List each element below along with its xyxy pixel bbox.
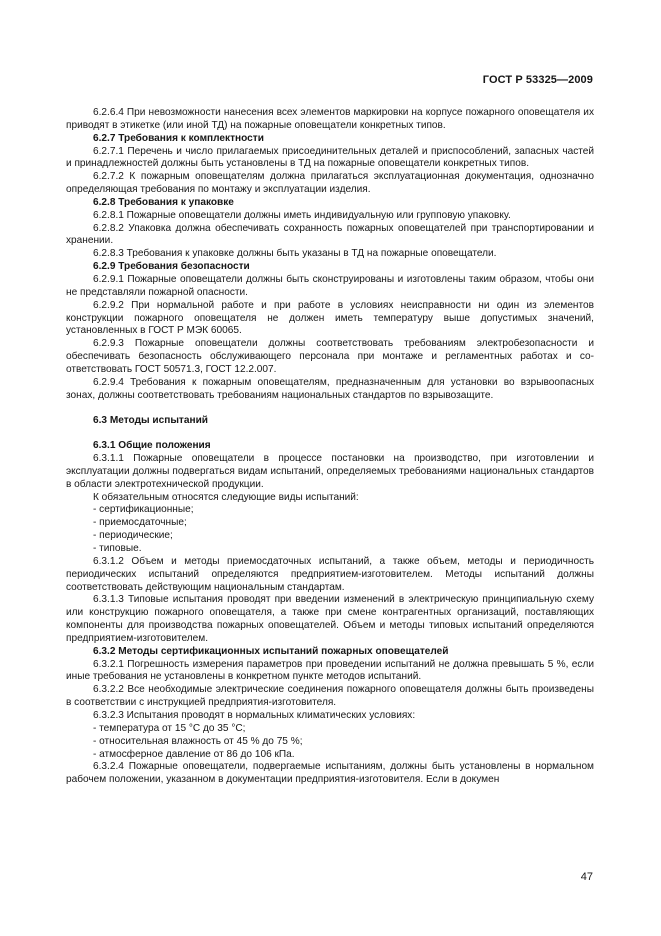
paragraph-6-2-8-3: 6.2.8.3 Требования к упаковке должны быть указаны в ТД на пожарные оповещатели. (93, 248, 497, 260)
heading-6-3-2: 6.3.2 Методы сертификационных испытаний пожарных оповещателей (93, 645, 449, 657)
paragraph-6-2-9-3: 6.2.9.3 Пожарные оповещатели должны соответствовать требованиям электробезопасности и обеспечивать безопасность обслуживающего персонала при монтаже и регламентных работах и соответствовать ГОСТ 50571.3, ГОСТ 12.2.007. (66, 338, 594, 375)
paragraph-6-2-9-2: 6.2.9.2 При нормальной работе и при работе в условиях неисправности ни один из элементов конструкции пожарного оповещателя не должен иметь температуру выше допустимых значений, установленных в ГОСТ Р МЭК 60065. (66, 299, 594, 337)
heading-6-3: 6.3 Методы испытаний (93, 414, 208, 426)
paragraph-6-2-7-2: 6.2.7.2 К пожарным оповещателям должна прилагаться эксплуатационная документация, однозначно определяющая требования по монтажу и эксплуатации изделия. (66, 171, 594, 196)
heading-6-2-8: 6.2.8 Требования к упаковке (93, 196, 234, 208)
page-number: 47 (580, 871, 593, 883)
heading-6-2-7: 6.2.7 Требования к комплектности (93, 132, 264, 144)
paragraph-6-3-1-1: 6.3.1.1 Пожарные оповещатели в процессе постановки на производство, при изготовлении и эксплуатации должны подвергаться видам испытаний, определяемых требованиями национальных стандартов в области электротехнической продукции. (66, 453, 594, 490)
section-gap (66, 428, 594, 441)
paragraph-6-2-8-2: 6.2.8.2 Упаковка должна обеспечивать сохранность пожарных оповещателей при транспортировании и хранении. (66, 222, 594, 247)
paragraph-6-3-2-4: 6.3.2.4 Пожарные оповещатели, подвергаемые испытаниям, должны быть установлены в нормальном рабочем положении, указанном в документации предприятия-изготовителя. Если в докумен (66, 761, 594, 786)
paragraph-6-3-1-2: 6.3.1.2 Объем и методы приемосдаточных испытаний, а также объем, методы и периодичность периодических испытаний определяются предприятием-изготовителем. Методы испытаний должны соответствовать действующим национальным стандартам. (66, 555, 594, 593)
paragraph-6-3-2-1: 6.3.2.1 Погрешность измерения параметров при проведении испытаний не должна превышать 5 %, если иные требования не установлены в конкретном пункте методов испытаний. (66, 658, 594, 683)
list-item-certification: - сертификационные; (93, 504, 194, 516)
paragraph-6-2-7-1: 6.2.7.1 Перечень и число прилагаемых присоединительных деталей и приспособлений, запасных частей и принадлежностей должны быть установлены в ТД на пожарные оповещатели конкретных типов. (66, 145, 594, 170)
paragraph-6-2-6-4: 6.2.6.4 При невозможности нанесения всех элементов маркировки на корпусе пожарного оповещателя их приводят в этикетке (или иной ТД) на пожарные оповещатели конкретных типов. (66, 107, 594, 131)
list-item-periodic: - периодические; (93, 530, 173, 542)
heading-6-3-1: 6.3.1 Общие положения (93, 440, 211, 452)
list-item-acceptance: - приемосдаточные; (93, 517, 187, 529)
document-number: ГОСТ Р 53325—2009 (482, 74, 593, 86)
paragraph-6-3-1-3: 6.3.1.3 Типовые испытания проводят при введении изменений в электрическую принципиальную схему или конструкцию пожарного оповещателя, а также при смене контрагентных организаций, поставляющих компоненты для производства пожарных оповещателей. Объем и методы типовых испытаний определяются предприятием-изготовителем. (66, 594, 594, 644)
paragraph-test-types-intro: К обязательным относятся следующие виды испытаний: (93, 491, 359, 503)
paragraph-6-2-9-4: 6.2.9.4 Требования к пожарным оповещателям, предназначенным для установки во взрывоопасных зонах, должны соответствовать требованиям национальных стандартов по взрывозащите. (66, 376, 594, 401)
section-gap (66, 402, 594, 415)
list-item-type: - типовые. (93, 543, 142, 554)
list-item-temperature: - температура от 15 °С до 35 °С; (93, 722, 246, 734)
paragraph-6-3-2-3: 6.3.2.3 Испытания проводят в нормальных климатических условиях: (93, 709, 416, 721)
list-item-humidity: - относительная влажность от 45 % до 75 %; (93, 735, 303, 747)
paragraph-6-3-2-2: 6.3.2.2 Все необходимые электрические соединения пожарного оповещателя должны быть произведены в соответствии с инструкцией предприятия-изготовителя. (66, 684, 594, 709)
document-body (66, 107, 594, 787)
heading-6-2-9: 6.2.9 Требования безопасности (93, 261, 250, 273)
paragraph-6-2-9-1: 6.2.9.1 Пожарные оповещатели должны быть сконструированы и изготовлены таким образом, чтобы они не представляли пожарной опасности. (66, 273, 594, 298)
list-item-pressure: - атмосферное давление от 86 до 106 кПа. (93, 748, 295, 760)
paragraph-6-2-8-1: 6.2.8.1 Пожарные оповещатели должны иметь индивидуальную или групповую упаковку. (93, 209, 511, 221)
